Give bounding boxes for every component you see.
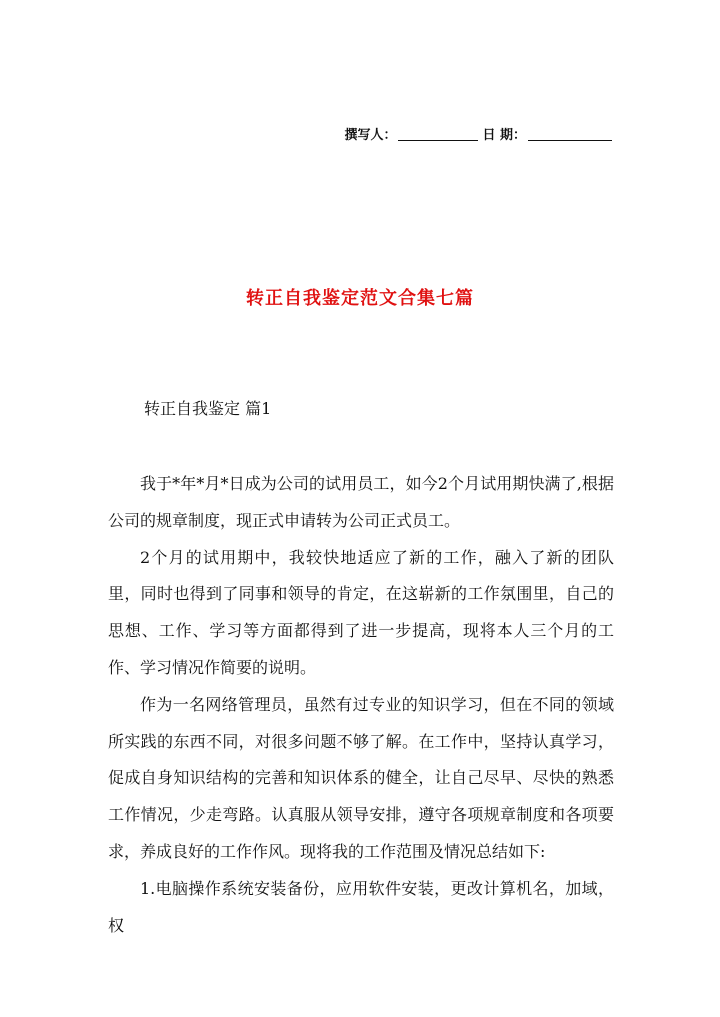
section-heading: 转正自我鉴定 篇1 [144, 399, 272, 418]
paragraph: 作为一名网络管理员，虽然有过专业的知识学习，但在不同的领域所实践的东西不同，对很多问题不够了解。在工作中，坚持认真学习，促成自身知识结构的完善和知识体系的健全，让自己尽早、尽快的熟悉工作情况，少走弯路。认真服从领导安排，遵守各项规章制度和各项要求，养成良好的工作作风。现将我的工作范围及情况总结如下: [108, 694, 614, 861]
paragraph: 我于*年*月*日成为公司的试用员工，如今2个月试用期快满了,根据公司的规章制度，现正式申请转为公司正式员工。 [108, 474, 614, 530]
author-date-line [344, 124, 612, 143]
author-blank-field [398, 126, 478, 141]
date-blank-field [528, 126, 612, 141]
document-title: 转正自我鉴定范文合集七篇 [246, 288, 474, 309]
paragraph: 1.电脑操作系统安装备份，应用软件安装，更改计算机名，加域，权 [108, 878, 614, 935]
document-body [108, 466, 614, 944]
paragraph: 2个月的试用期中，我较快地适应了新的工作，融入了新的团队里，同时也得到了同事和领导的肯定，在这崭新的工作氛围里，自己的思想、工作、学习等方面都得到了进一步提高，现将本人三个月的工作、学习情况作简要的说明。 [108, 547, 614, 677]
date-label: 日 期： [482, 128, 526, 143]
author-label: 撰写人： [344, 128, 397, 143]
